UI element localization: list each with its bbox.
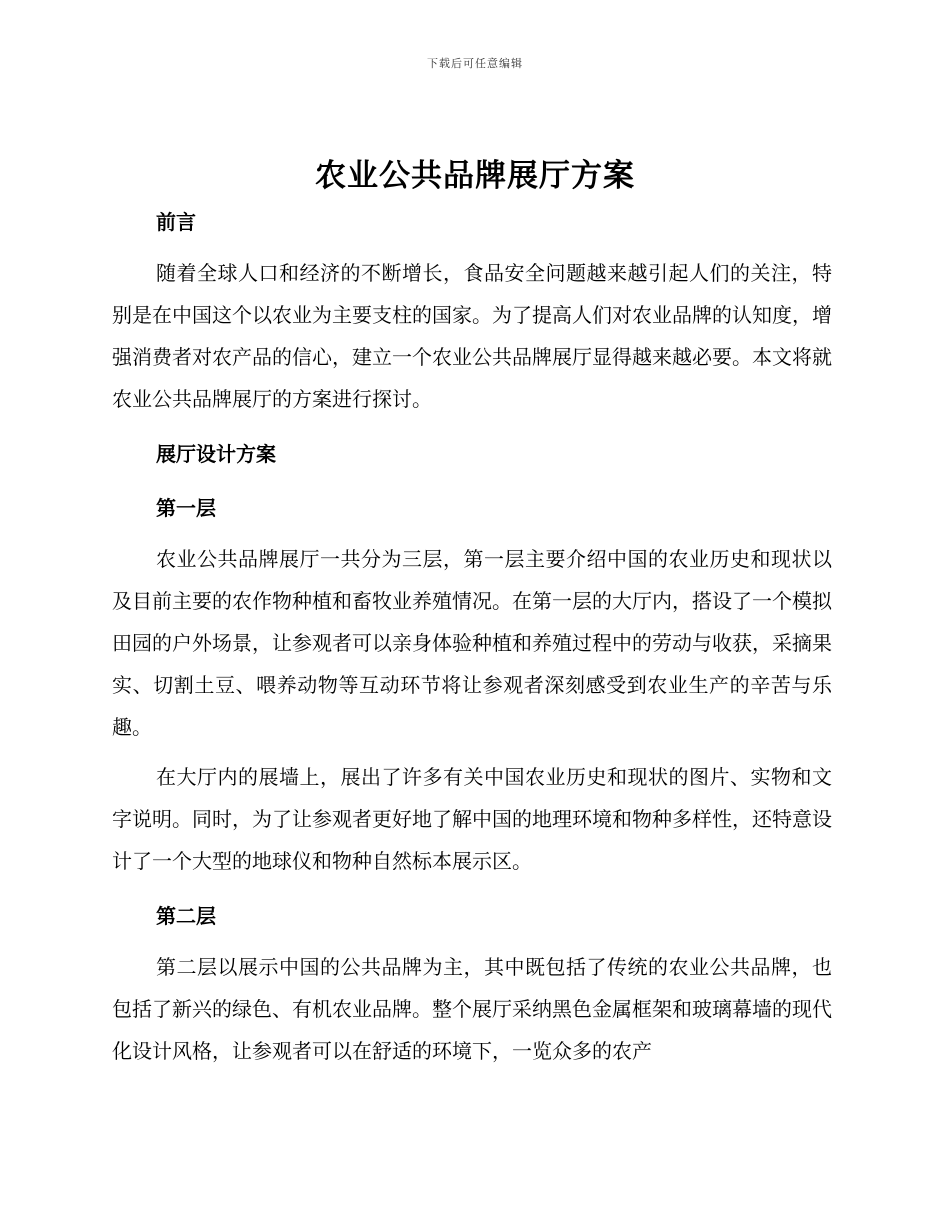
paragraph-floor1-intro: 农业公共品牌展厅一共分为三层，第一层主要介绍中国的农业历史和现状以及目前主要的农作物种植和畜牧业养殖情况。在第一层的大厅内，搭设了一个模拟田园的户外场景，让参观者可以亲身体验种植和养殖过程中的劳动与收获，采摘果实、切割土豆、喂养动物等互动环节将让参观者深刻感受到农业生产的辛苦与乐趣。 xyxy=(112,547,832,739)
paragraph-floor2-intro: 第二层以展示中国的公共品牌为主，其中既包括了传统的农业公共品牌，也包括了新兴的绿色、有机农业品牌。整个展厅采纳黑色金属框架和玻璃幕墙的现代化设计风格，让参观者可以在舒适的环境下，一览众多的农产 xyxy=(112,955,832,1063)
section-heading-floor1: 第一层 xyxy=(156,496,216,520)
section-heading-design: 展厅设计方案 xyxy=(156,442,276,466)
paragraph-preface: 随着全球人口和经济的不断增长，食品安全问题越来越引起人们的关注，特别是在中国这个以农业为主要支柱的国家。为了提高人们对农业品牌的认知度，增强消费者对农产品的信心，建立一个农业公共品牌展厅显得越来越必要。本文将就农业公共品牌展厅的方案进行探讨。 xyxy=(112,261,832,411)
paragraph-floor1-exhibit-wall: 在大厅内的展墙上，展出了许多有关中国农业历史和现状的图片、实物和文字说明。同时，为了让参观者更好地了解中国的地理环境和物种多样性，还特意设计了一个大型的地球仪和物种自然标本展示区。 xyxy=(112,765,832,873)
document-title: 农业公共品牌展厅方案 xyxy=(315,158,635,194)
document-body xyxy=(112,200,832,1072)
page-header-note: 下载后可任意编辑 xyxy=(427,57,523,70)
section-heading-floor2: 第二层 xyxy=(156,904,216,928)
section-heading-preface: 前言 xyxy=(156,210,196,234)
